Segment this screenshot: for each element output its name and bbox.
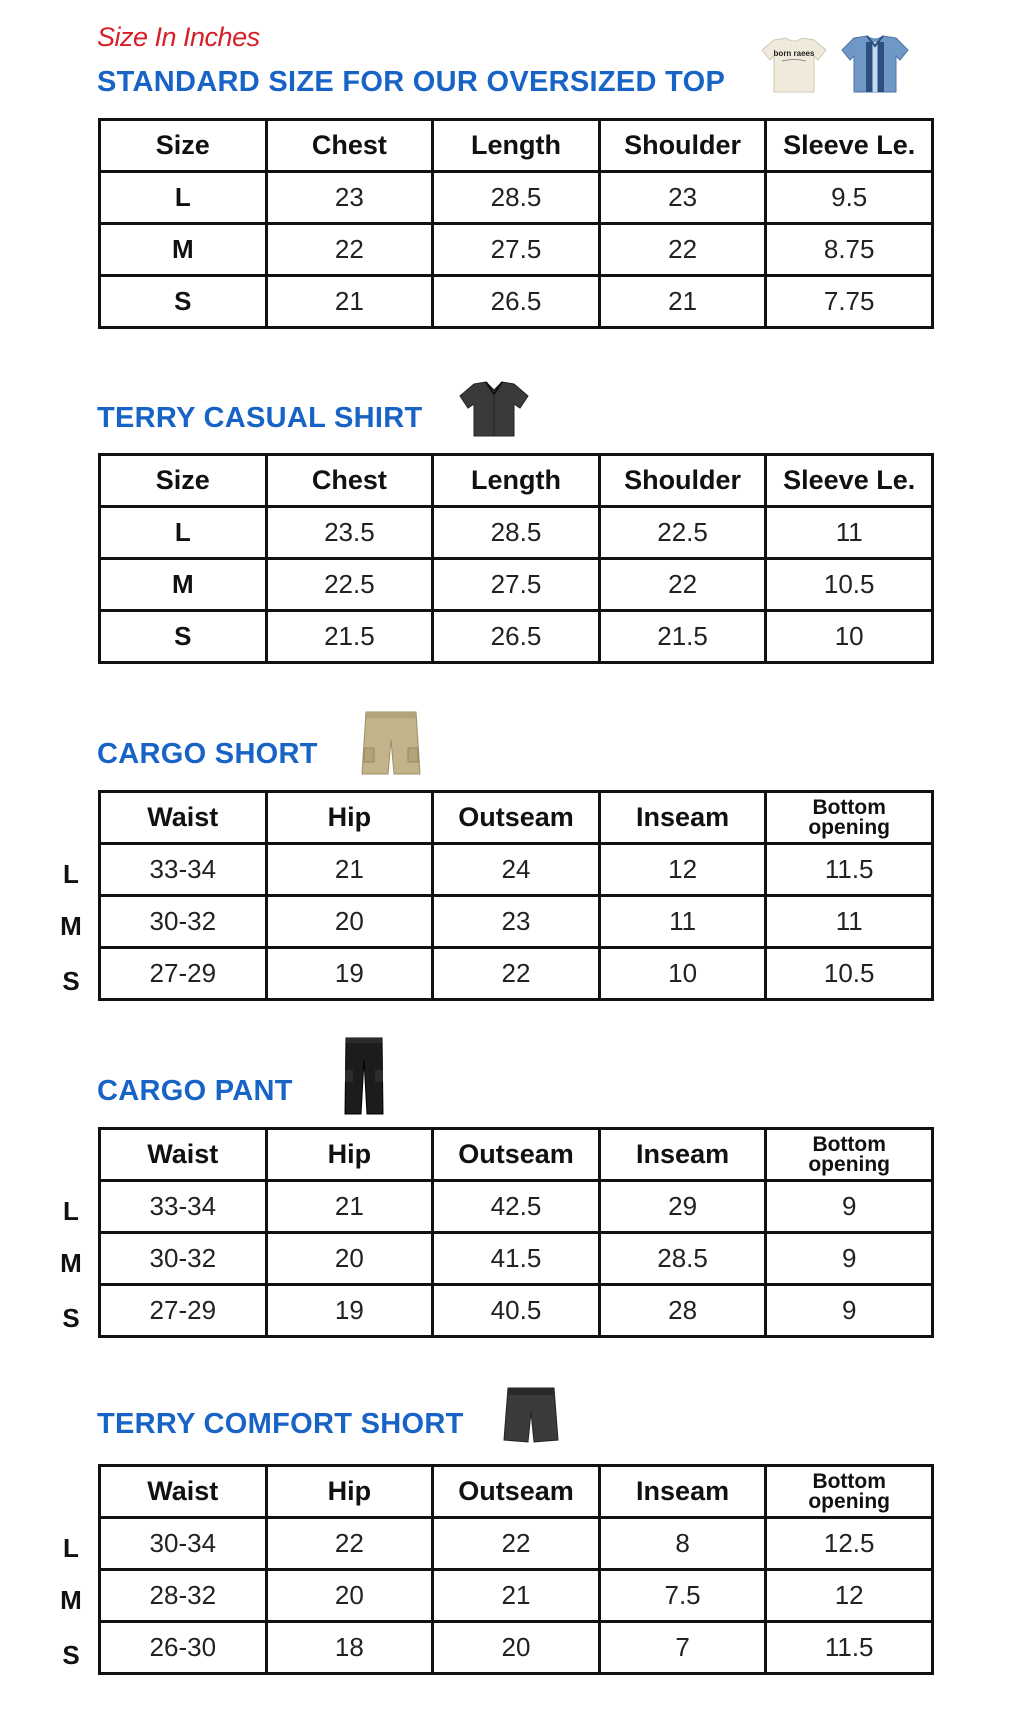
header-size: Size — [100, 455, 267, 507]
inseam-cell: 10 — [599, 948, 766, 1000]
shoulder-cell: 22 — [599, 224, 766, 276]
header-inseam: Inseam — [599, 1129, 766, 1181]
table-row — [100, 507, 933, 559]
header-waist: Waist — [100, 1129, 267, 1181]
length-cell: 26.5 — [433, 276, 600, 328]
size-cell: M — [100, 559, 267, 611]
oversized-tee-blue-stripe-image — [840, 34, 910, 94]
table-header-row — [100, 120, 933, 172]
table-header-row — [100, 455, 933, 507]
table-row — [100, 559, 933, 611]
oversized-top-size-table — [98, 118, 934, 329]
header-length: Length — [433, 455, 600, 507]
header-waist: Waist — [100, 792, 267, 844]
hip-cell: 21 — [266, 844, 433, 896]
header-bottom-opening-line-1: Bottom — [812, 795, 886, 819]
header-hip: Hip — [266, 792, 433, 844]
header-sleeve-length: Sleeve Le. — [766, 455, 933, 507]
size-cell: M — [100, 224, 267, 276]
cargo-short-title: CARGO SHORT — [97, 738, 318, 770]
inseam-cell: 28 — [599, 1285, 766, 1337]
header-size: Size — [100, 120, 267, 172]
outseam-cell: 42.5 — [433, 1181, 600, 1233]
terry-comfort-short-image — [502, 1386, 560, 1444]
hip-cell: 20 — [266, 1233, 433, 1285]
sleeve-cell: 11 — [766, 507, 933, 559]
inseam-cell: 12 — [599, 844, 766, 896]
bottom-opening-cell: 11.5 — [766, 844, 933, 896]
terry-comfort-short-size-table — [98, 1464, 934, 1675]
header-inseam: Inseam — [599, 1466, 766, 1518]
inseam-cell: 29 — [599, 1181, 766, 1233]
hip-cell: 20 — [266, 1570, 433, 1622]
outseam-cell: 40.5 — [433, 1285, 600, 1337]
shoulder-cell: 21.5 — [599, 611, 766, 663]
outseam-cell: 21 — [433, 1570, 600, 1622]
header-bottom-opening — [766, 792, 933, 844]
table-row — [100, 611, 933, 663]
inseam-cell: 11 — [599, 896, 766, 948]
waist-cell: 30-32 — [100, 896, 267, 948]
size-label-m: M — [60, 911, 82, 941]
bottom-opening-cell: 9 — [766, 1285, 933, 1337]
length-cell: 26.5 — [433, 611, 600, 663]
cargo-pant-title: CARGO PANT — [97, 1075, 293, 1107]
bottom-opening-cell: 11.5 — [766, 1622, 933, 1674]
hip-cell: 18 — [266, 1622, 433, 1674]
chest-cell: 22.5 — [266, 559, 433, 611]
header-outseam: Outseam — [433, 1129, 600, 1181]
hip-cell: 21 — [266, 1181, 433, 1233]
chest-cell: 23 — [266, 172, 433, 224]
waist-cell: 27-29 — [100, 948, 267, 1000]
header-bottom-opening — [766, 1466, 933, 1518]
table-row — [100, 1285, 933, 1337]
waist-cell: 30-32 — [100, 1233, 267, 1285]
table-row — [100, 1181, 933, 1233]
header-hip: Hip — [266, 1129, 433, 1181]
header-bottom-opening-line-2: opening — [808, 1489, 891, 1513]
header-bottom-opening — [766, 1129, 933, 1181]
header-shoulder: Shoulder — [599, 455, 766, 507]
oversized-tee-cream-image — [760, 36, 828, 94]
inseam-cell: 7.5 — [599, 1570, 766, 1622]
chest-cell: 21.5 — [266, 611, 433, 663]
table-row — [100, 224, 933, 276]
size-cell: S — [100, 276, 267, 328]
size-label-s: S — [62, 1640, 80, 1670]
sleeve-cell: 8.75 — [766, 224, 933, 276]
size-cell: S — [100, 611, 267, 663]
inseam-cell: 8 — [599, 1518, 766, 1570]
table-header-row — [100, 1129, 933, 1181]
terry-casual-shirt-title: TERRY CASUAL SHIRT — [97, 402, 423, 434]
table-header-row — [100, 1466, 933, 1518]
table-row — [100, 276, 933, 328]
bottom-opening-cell: 11 — [766, 896, 933, 948]
header-chest: Chest — [266, 120, 433, 172]
table-row — [100, 1622, 933, 1674]
sleeve-cell: 7.75 — [766, 276, 933, 328]
length-cell: 27.5 — [433, 559, 600, 611]
length-cell: 28.5 — [433, 507, 600, 559]
waist-cell: 33-34 — [100, 844, 267, 896]
table-row — [100, 896, 933, 948]
cargo-pant-size-table — [98, 1127, 934, 1338]
waist-cell: 33-34 — [100, 1181, 267, 1233]
size-label-s: S — [62, 966, 80, 996]
header-inseam: Inseam — [599, 792, 766, 844]
size-cell: L — [100, 172, 267, 224]
bottom-opening-cell: 12 — [766, 1570, 933, 1622]
header-sleeve-length: Sleeve Le. — [766, 120, 933, 172]
cargo-short-size-table — [98, 790, 934, 1001]
waist-cell: 30-34 — [100, 1518, 267, 1570]
header-bottom-opening-line-1: Bottom — [812, 1132, 886, 1156]
length-cell: 27.5 — [433, 224, 600, 276]
header-waist: Waist — [100, 1466, 267, 1518]
table-row — [100, 172, 933, 224]
table-row — [100, 1233, 933, 1285]
inseam-cell: 7 — [599, 1622, 766, 1674]
size-label-l: L — [63, 1533, 79, 1563]
outseam-cell: 41.5 — [433, 1233, 600, 1285]
header-shoulder: Shoulder — [599, 120, 766, 172]
size-cell: L — [100, 507, 267, 559]
outseam-cell: 23 — [433, 896, 600, 948]
hip-cell: 20 — [266, 896, 433, 948]
header-bottom-opening-line-2: opening — [808, 1152, 891, 1176]
sleeve-cell: 10 — [766, 611, 933, 663]
bottom-opening-cell: 12.5 — [766, 1518, 933, 1570]
size-label-m: M — [60, 1248, 82, 1278]
bottom-opening-cell: 9 — [766, 1233, 933, 1285]
header-outseam: Outseam — [433, 1466, 600, 1518]
size-label-l: L — [63, 859, 79, 889]
table-row — [100, 1518, 933, 1570]
shoulder-cell: 21 — [599, 276, 766, 328]
shoulder-cell: 22 — [599, 559, 766, 611]
tee-logo-text: born raees — [773, 49, 815, 58]
hip-cell: 19 — [266, 1285, 433, 1337]
bottom-opening-cell: 10.5 — [766, 948, 933, 1000]
header-chest: Chest — [266, 455, 433, 507]
table-row — [100, 1570, 933, 1622]
header-bottom-opening-line-1: Bottom — [812, 1469, 886, 1493]
size-unit-note: Size In Inches — [97, 22, 260, 52]
waist-cell: 26-30 — [100, 1622, 267, 1674]
outseam-cell: 20 — [433, 1622, 600, 1674]
chest-cell: 22 — [266, 224, 433, 276]
header-bottom-opening-line-2: opening — [808, 815, 891, 839]
outseam-cell: 22 — [433, 948, 600, 1000]
header-outseam: Outseam — [433, 792, 600, 844]
size-label-s: S — [62, 1303, 80, 1333]
bottom-opening-cell: 9 — [766, 1181, 933, 1233]
shoulder-cell: 23 — [599, 172, 766, 224]
table-header-row — [100, 792, 933, 844]
hip-cell: 22 — [266, 1518, 433, 1570]
size-label-m: M — [60, 1585, 82, 1615]
inseam-cell: 28.5 — [599, 1233, 766, 1285]
waist-cell: 27-29 — [100, 1285, 267, 1337]
sleeve-cell: 10.5 — [766, 559, 933, 611]
hip-cell: 19 — [266, 948, 433, 1000]
size-label-l: L — [63, 1196, 79, 1226]
chest-cell: 21 — [266, 276, 433, 328]
sleeve-cell: 9.5 — [766, 172, 933, 224]
waist-cell: 28-32 — [100, 1570, 267, 1622]
terry-comfort-short-title: TERRY COMFORT SHORT — [97, 1408, 464, 1440]
chest-cell: 23.5 — [266, 507, 433, 559]
outseam-cell: 22 — [433, 1518, 600, 1570]
terry-casual-shirt-size-table — [98, 453, 934, 664]
table-row — [100, 948, 933, 1000]
header-hip: Hip — [266, 1466, 433, 1518]
outseam-cell: 24 — [433, 844, 600, 896]
shoulder-cell: 22.5 — [599, 507, 766, 559]
table-row — [100, 844, 933, 896]
oversized-top-title: STANDARD SIZE FOR OUR OVERSIZED TOP — [97, 66, 726, 98]
cargo-pant-image — [343, 1036, 385, 1116]
cargo-short-image — [360, 710, 422, 776]
length-cell: 28.5 — [433, 172, 600, 224]
terry-casual-shirt-image — [458, 380, 530, 438]
header-length: Length — [433, 120, 600, 172]
